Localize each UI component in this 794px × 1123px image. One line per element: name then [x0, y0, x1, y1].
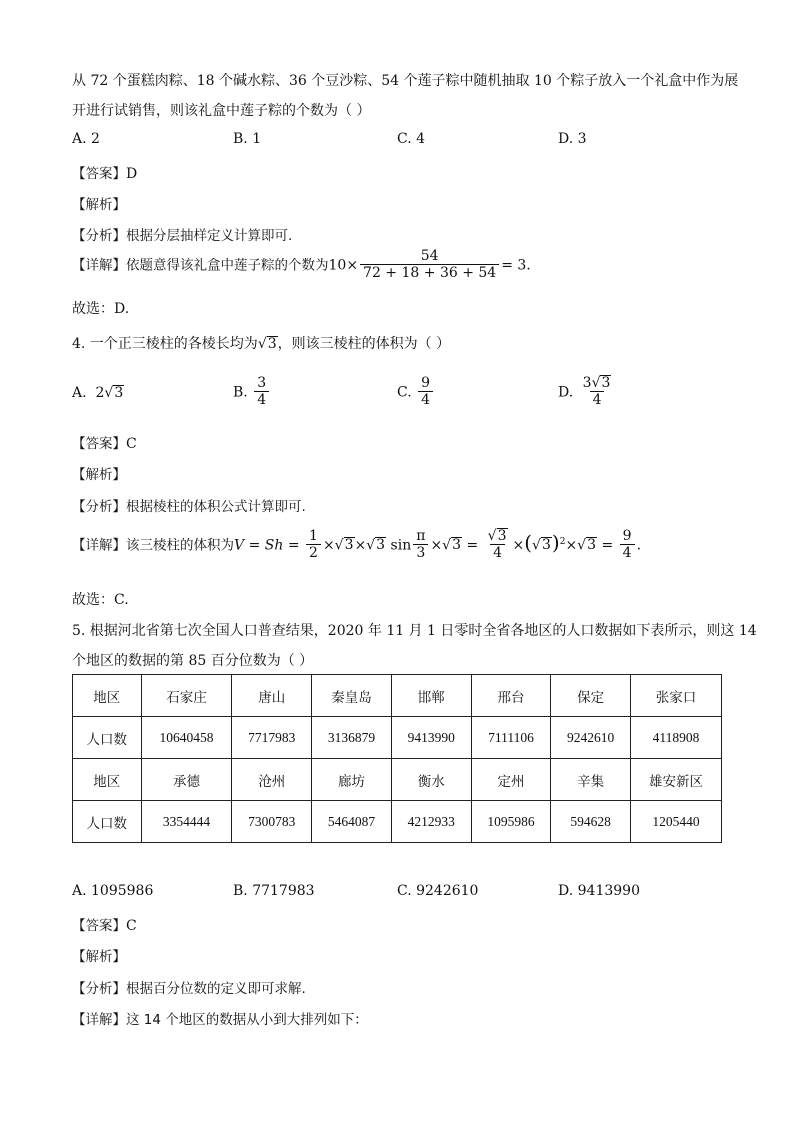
option-label: D. [558, 384, 574, 401]
formula-eq: = [462, 537, 483, 554]
formula-times: × [512, 537, 525, 554]
table-cell: 雄安新区 [631, 759, 722, 801]
q3-answer-row [72, 162, 137, 182]
table-row-header: 地区 [73, 675, 142, 717]
q3-text-line1: 从 72 个蛋糕肉粽、18 个碱水粽、36 个豆沙粽、54 个莲子粽中随机抽取 10 个粽子放入一个礼盒中作为展 [72, 73, 739, 89]
table-cell: 石家庄 [141, 675, 232, 717]
sqrt-icon: √ [104, 385, 114, 401]
answer-label: 【答案】 [72, 918, 126, 934]
sqrt-icon: √ [334, 537, 344, 554]
formula-radicand: 3 [587, 537, 597, 554]
formula-times: × [565, 537, 578, 554]
paren-open-icon: ( [524, 530, 533, 555]
table-cell: 7300783 [232, 801, 312, 843]
formula-radicand: 3 [376, 537, 386, 554]
sqrt-icon: √ [591, 375, 601, 391]
q5-fenxi-row [72, 977, 306, 997]
formula-square: 2 [559, 536, 566, 547]
q4-option-b [233, 375, 271, 410]
table-row [73, 717, 722, 759]
table-cell: 3136879 [312, 717, 392, 759]
table-row [73, 801, 722, 843]
formula-sin: sin [390, 537, 412, 554]
detail-text: 这 14 个地区的数据从小到大排列如下： [126, 1012, 368, 1028]
formula-result [620, 528, 635, 563]
q3-option-b: B. 1 [233, 131, 262, 147]
q5-text-line1: 5. 根据河北省第七次全国人口普查结果，2020 年 11 月 1 日零时全省各地区的人口数据如下表所示，则这 14 [72, 623, 757, 639]
table-cell: 3354444 [141, 801, 232, 843]
formula-radicand: 3 [497, 528, 507, 544]
fraction-numerator: 54 [420, 248, 439, 264]
sqrt-icon: √ [257, 336, 267, 352]
option-label: B. [233, 384, 248, 401]
table-cell: 廊坊 [312, 759, 392, 801]
q5-answer-row [72, 914, 137, 934]
option-coef: 2 [95, 385, 105, 401]
fraction-numerator: 9 [622, 528, 632, 545]
table-row-header: 人口数 [73, 717, 142, 759]
sqrt-icon: √ [577, 537, 587, 554]
formula-v: V [234, 537, 245, 554]
fraction-numerator: 9 [421, 375, 431, 391]
sqrt-icon: √ [442, 537, 452, 554]
detail-text: 依题意得该礼盒中莲子粽的个数为 [126, 257, 329, 274]
formula-eq: = [244, 537, 265, 554]
q4-detail-row [72, 528, 641, 563]
fenxi-text: 根据百分位数的定义即可求解. [126, 981, 306, 997]
table-row-header: 地区 [73, 759, 142, 801]
option-fraction [254, 375, 269, 410]
fraction-denominator: 4 [490, 544, 505, 563]
fraction-denominator: 72 + 18 + 36 + 54 [360, 264, 499, 283]
formula-end: . [636, 537, 642, 554]
q3-detail-row [72, 248, 531, 283]
q3-text-line2: 开进行试销售，则该礼盒中莲子粽的个数为（ ） [72, 103, 371, 119]
q5-analysis-label: 【解析】 [72, 949, 126, 965]
fenxi-text: 根据棱柱的体积公式计算即可. [126, 499, 306, 515]
fraction-numerator: 1 [309, 528, 318, 545]
option-radicand: 3 [601, 375, 611, 391]
q4-answer-row [72, 432, 137, 452]
formula-times: × [430, 537, 443, 554]
q4-option-c [397, 375, 435, 410]
q5-option-d: D. 9413990 [558, 883, 640, 899]
q4-stem [72, 333, 450, 353]
formula-eq: = [283, 537, 305, 554]
table-cell: 1205440 [631, 801, 722, 843]
q5-option-a: A. 1095986 [72, 883, 154, 899]
table-cell: 1095986 [471, 801, 551, 843]
table-cell: 辛集 [551, 759, 631, 801]
fenxi-label: 【分析】 [72, 228, 126, 244]
fraction-denominator: 4 [418, 391, 433, 410]
q4-choose: 故选：C. [72, 592, 129, 608]
q3-choose: 故选：D. [72, 301, 130, 317]
detail-fraction [360, 248, 499, 283]
table-cell: 7111106 [471, 717, 551, 759]
formula-times: × [354, 537, 367, 554]
table-cell: 9413990 [391, 717, 471, 759]
fraction-denominator: 4 [254, 391, 269, 410]
option-label: C. [397, 384, 412, 401]
q4-option-d [558, 375, 616, 410]
formula-root3-over-4 [485, 528, 511, 563]
detail-label: 【详解】 [72, 257, 126, 274]
table-row-header: 人口数 [73, 801, 142, 843]
q5-option-c: C. 9242610 [397, 883, 479, 899]
option-fraction [580, 375, 615, 410]
table-cell: 张家口 [631, 675, 722, 717]
formula-radicand: 3 [541, 537, 551, 554]
detail-text: 该三棱柱的体积为 [126, 537, 234, 554]
table-cell: 衡水 [391, 759, 471, 801]
paren-close-icon: ) [551, 530, 560, 555]
q5-text-line2: 个地区的数据的第 85 百分位数为（ ） [72, 653, 314, 669]
sqrt-icon: √ [532, 537, 541, 554]
table-row [73, 759, 722, 801]
q4-stem-post: ，则该三棱柱的体积为（ ） [277, 336, 451, 352]
fenxi-label: 【分析】 [72, 981, 126, 997]
q4-option-a [72, 385, 124, 401]
table-cell: 秦皇岛 [312, 675, 392, 717]
q4-stem-radicand: 3 [267, 336, 277, 352]
formula-half [306, 528, 321, 563]
fraction-denominator: 4 [590, 391, 605, 410]
fraction-numerator: 3 [257, 375, 267, 391]
formula-radicand: 3 [344, 537, 354, 554]
sqrt-icon: √ [366, 537, 376, 554]
fraction-denominator: 2 [306, 544, 321, 563]
formula-pi-third [413, 528, 428, 563]
answer-label: 【答案】 [72, 166, 126, 182]
formula-times: × [322, 537, 335, 554]
answer-value: C [126, 436, 137, 452]
q3-option-a: A. 2 [72, 131, 100, 147]
q4-analysis-label: 【解析】 [72, 467, 126, 483]
fraction-denominator: 4 [620, 544, 635, 563]
table-cell: 4118908 [631, 717, 722, 759]
fraction-numerator: π [416, 528, 426, 545]
q4-stem-pre: 4. 一个正三棱柱的各棱长均为 [72, 336, 258, 352]
q5-detail-row [72, 1008, 368, 1028]
table-cell: 10640458 [141, 717, 232, 759]
table-cell: 保定 [551, 675, 631, 717]
table-cell: 594628 [551, 801, 631, 843]
option-label: A. [72, 385, 87, 401]
answer-value: D [126, 166, 138, 182]
table-cell: 沧州 [232, 759, 312, 801]
q3-analysis-label: 【解析】 [72, 197, 126, 213]
fraction-denominator: 3 [413, 544, 428, 563]
q5-option-b: B. 7717983 [233, 883, 315, 899]
table-cell: 9242610 [551, 717, 631, 759]
fraction-numerator [485, 528, 511, 544]
table-cell: 5464087 [312, 801, 392, 843]
formula-sh: Sh [264, 537, 284, 554]
detail-label: 【详解】 [72, 537, 126, 554]
option-radicand: 3 [114, 385, 124, 401]
table-cell: 定州 [471, 759, 551, 801]
table-cell: 4212933 [391, 801, 471, 843]
table-row [73, 675, 722, 717]
option-fraction [418, 375, 433, 410]
detail-label: 【详解】 [72, 1012, 126, 1028]
q3-fenxi-row [72, 224, 292, 244]
option-coef: 3 [582, 375, 592, 391]
q3-option-d: D. 3 [558, 131, 587, 147]
formula-eq: = [597, 537, 618, 554]
table-cell: 7717983 [232, 717, 312, 759]
fraction-numerator [580, 375, 615, 391]
fenxi-label: 【分析】 [72, 499, 126, 515]
answer-value: C [126, 918, 137, 934]
fenxi-text: 根据分层抽样定义计算即可. [126, 228, 293, 244]
q3-option-c: C. 4 [397, 131, 426, 147]
detail-result: = 3. [501, 257, 531, 274]
answer-label: 【答案】 [72, 436, 126, 452]
detail-coef: 10× [328, 257, 359, 274]
table-cell: 唐山 [232, 675, 312, 717]
sqrt-icon: √ [487, 528, 497, 544]
table-cell: 邯郸 [391, 675, 471, 717]
table-cell: 承德 [141, 759, 232, 801]
population-table [72, 674, 722, 843]
formula-radicand: 3 [452, 537, 462, 554]
q4-fenxi-row [72, 495, 306, 515]
table-cell: 邢台 [471, 675, 551, 717]
